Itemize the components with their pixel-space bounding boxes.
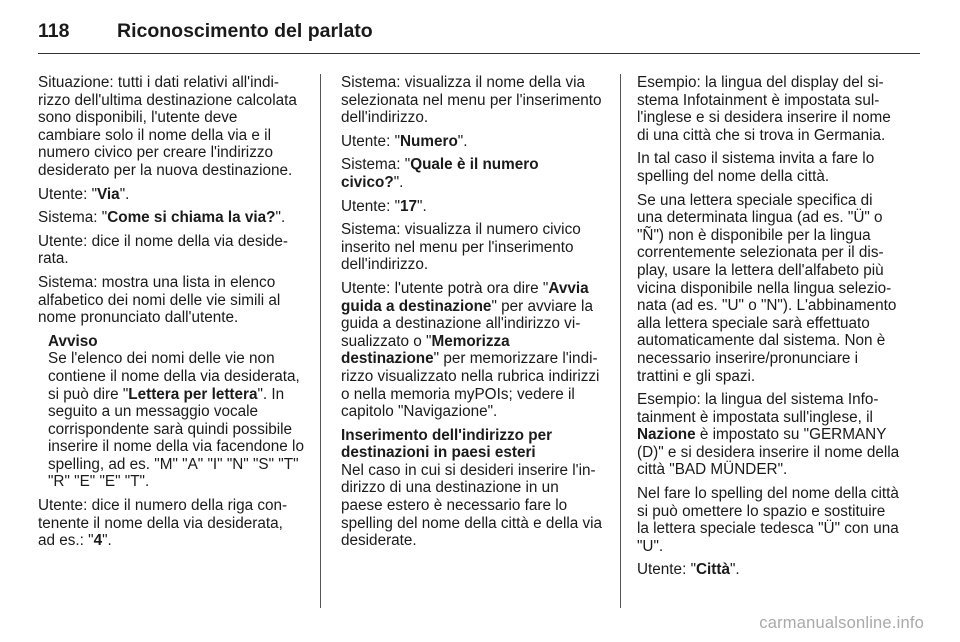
paragraph: Esempio: la lingua del sistema Infotainment è impostata sull'inglese, il Nazione è impostato su "GERMANY (D)" e si desidera inserire il nome della città "BAD MÜNDER".	[637, 391, 900, 479]
paragraph: Utente: dice il numero della riga contenente il nome della via desiderata, ad es.: "4".	[38, 497, 288, 550]
column-1	[38, 74, 304, 556]
column-divider	[320, 74, 321, 608]
header-rule	[38, 53, 920, 54]
paragraph: Se una lettera speciale specifica di una determinata lingua (ad es. "Ü" o "Ñ") non è disponibile per la lingua correntemente selezionata per il display, usare la lettera dell'alfabeto più vicina disponibile nella lingua selezionata (ad es. "U" o "N"). L'abbinamento alla lettera speciale sarà effettuato automaticamente dal sistema. Non è necessario inserire/pronunciare i trattini e gli spazi.	[637, 191, 897, 385]
voice-command: 17	[400, 197, 418, 215]
note-text: Se l'elenco dei nomi delle vie non contiene il nome della via desiderata, si può dire "Lettera per lettera". In seguito a un messaggio vocale corrispondente sarà quindi possibile inserire il nome della via facendone lo spelling, ad es. "M" "A" "I" "N" "S" "T" "R" "E" "E" "T".	[48, 350, 304, 491]
note-title: Avviso	[48, 332, 98, 350]
voice-prompt: Quale è il numero civico?	[341, 156, 539, 191]
paragraph: Situazione: tutti i dati relativi all'indirizzo dell'ultima destinazione calcolata sono disponibili, l'utente deve cambiare solo il nome della via e il numero civico per creare l'indirizzo desiderato per la nuova destinazione.	[38, 74, 297, 179]
column-2	[341, 74, 604, 556]
paragraph: Sistema: visualizza il numero civico inserito nel menu per l'inserimento dell'indirizzo.	[341, 221, 581, 274]
voice-command: Città	[696, 561, 730, 579]
menu-term: Nazione	[637, 426, 696, 444]
page-title: Riconoscimento del parlato	[117, 20, 373, 42]
column-divider	[620, 74, 621, 608]
section-heading: Inserimento dell'indirizzo per destinazioni in paesi esteri	[341, 426, 553, 462]
page-number: 118	[38, 20, 70, 42]
dialog-line: Utente: "Città".	[637, 561, 740, 579]
dialog-line: Utente: "17".	[341, 197, 427, 215]
dialog-line: Sistema: "Come si chiama la via?".	[38, 209, 286, 227]
page-header	[38, 14, 920, 48]
paragraph: Esempio: la lingua del display del sistema Infotainment è impostata sull'inglese e si desidera inserire il nome di una città che si trova in Germania.	[637, 74, 891, 144]
dialog-line: Sistema: "Quale è il numero civico?".	[341, 156, 539, 191]
dialog-line: Utente: "Via".	[38, 185, 130, 203]
paragraph: Sistema: visualizza il nome della via selezionata nel menu per l'inserimento dell'indirizzo.	[341, 74, 602, 127]
paragraph: Nel fare lo spelling del nome della città si può omettere lo spazio e sostituire la lettera speciale tedesca "Ü" con una "U".	[637, 485, 899, 555]
dialog-line: Utente: "Numero".	[341, 132, 468, 150]
paragraph: Utente: l'utente potrà ora dire "Avvia guida a destinazione" per avviare la guida a destinazione all'indirizzo visualizzato o "Memorizza destinazione" per memorizzare l'indirizzo visualizzato nella rubrica indirizzi o nella memoria myPOIs; vedere il capitolo "Navigazione".	[341, 279, 600, 421]
paragraph: In tal caso il sistema invita a fare lo spelling del nome della città.	[637, 150, 875, 185]
voice-command: 4	[93, 532, 103, 550]
voice-command: Via	[97, 185, 120, 203]
voice-prompt: Come si chiama la via?	[107, 209, 276, 227]
paragraph: Nel caso in cui si desideri inserire l'indirizzo di una destinazione in un paese estero è necessario fare lo spelling del nome della città e della via desiderate.	[341, 461, 603, 550]
voice-command: Avvia guida a destinazione	[341, 279, 589, 315]
note-box	[38, 333, 304, 491]
voice-command: Memorizza destinazione	[341, 332, 510, 368]
paragraph: Utente: dice il nome della via desiderata.	[38, 232, 289, 268]
voice-command: Lettera per lettera	[128, 385, 258, 403]
column-3	[637, 74, 901, 585]
paragraph: Sistema: mostra una lista in elenco alfabetico dei nomi delle vie simili al nome pronunciato dall'utente.	[38, 273, 281, 327]
voice-command: Numero	[400, 132, 458, 150]
watermark: carmanualsonline.info	[759, 614, 924, 632]
